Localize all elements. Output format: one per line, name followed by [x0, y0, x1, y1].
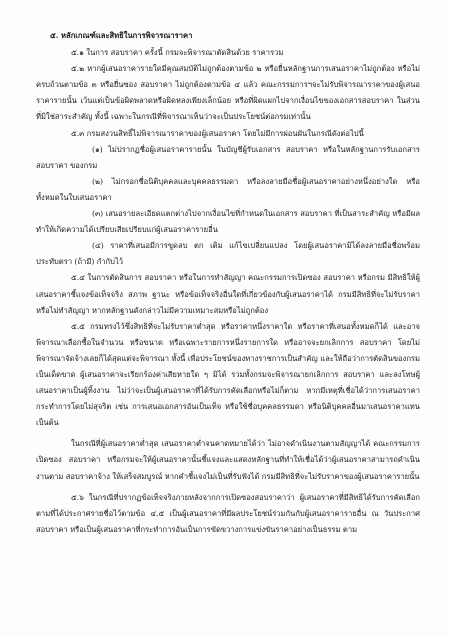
clause-5-6: ๕.๖ ในกรณีที่ปรากฏข้อเท็จจริงภายหลังจากการเปิดซองสอบราคาว่า ผู้เสนอราคาที่มีสิทธิได้รับการคัดเลือกตามที่ได้ประกาศรายชื่อไว้ตามข้อ ๔.๕ เป็นผู้เสนอราคาที่มีผลประโยชน์ร่วมกันกับผู้เสนอราคารายอื่น ณ วันประกาศ สอบราคา หรือเป็นผู้เสนอราคาที่กระทำการอันเป็นการขัดขวางการแข่งขันราคาอย่างเป็นธรรม ตาม	[36, 492, 420, 534]
clause-5-3-item-1: (๑) ไม่ปรากฏชื่อผู้เสนอราคารายนั้น ในบัญชีผู้รับเอกสาร สอบราคา หรือในหลักฐานการรับเอกสาร สอบราคา ของกรม	[36, 144, 420, 170]
clause-5-4: ๕.๔ ในการตัดสินการ สอบราคา หรือในการทำสัญญา คณะกรรมการเปิดซอง สอบราคา หรือกรม มีสิทธิให้ผู้เสนอราคาชี้แจงข้อเท็จจริง สภาพ ฐานะ หรือข้อเท็จจริงอื่นใดที่เกี่ยวข้องกับผู้เสนอราคาได้ กรมมีสิทธิที่จะไม่รับราคา หรือไม่ทำสัญญา หากหลักฐานดังกล่าวไม่มีความเหมาะสมหรือไม่ถูกต้อง	[36, 273, 420, 315]
section-title: ๕. หลักเกณฑ์และสิทธิในการพิจารณาราคา	[50, 31, 193, 40]
clause-5-5-continued: ในกรณีที่ผู้เสนอราคาต่ำสุด เสนอราคาต่ำจนคาดหมายได้ว่า ไม่อาจดำเนินงานตามสัญญาได้ คณะกรรมการเปิดซอง สอบราคา หรือกรมจะให้ผู้เสนอราคานั้นชี้แจงและแสดงหลักฐานที่ทำให้เชื่อได้ว่าผู้เสนอราคาสามารถดำเนินงานตาม สอบราคาจ้าง ให้เสร็จสมบูรณ์ หากคำชี้แจงไม่เป็นที่รับฟังได้ กรมมีสิทธิที่จะไม่รับราคาของผู้เสนอราคารายนั้น	[36, 439, 420, 481]
clause-5-3-item-4: (๔) ราคาที่เสนอมีการขูดลบ ตก เติม แก้ไขเปลี่ยนแปลง โดยผู้เสนอราคามิได้ลงลายมือชื่อพร้อมประทับตรา (ถ้ามี) กำกับไว้	[36, 241, 420, 267]
clause-5-3: ๕.๓ กรมสงวนสิทธิ์ไม่พิจารณาราคาของผู้เสนอราคา โดยไม่มีการผ่อนผันในกรณีดังต่อไปนี้	[71, 128, 364, 138]
clause-5-5: ๕.๕ กรมทรงไว้ซึ่งสิทธิที่จะไม่รับราคาต่ำสุด หรือราคาหนึ่งราคาใด หรือราคาที่เสนอทั้งหมดก็ได้ และอาจพิจารณาเลือกซื้อในจำนวน หรือขนาด หรือเฉพาะรายการหนึ่งรายการใด หรืออาจจะยกเลิกการ สอบราคา โดยไม่พิจารณาจัดจ้างเลยก็ได้สุดแต่จะพิจารณา ทั้งนี้ เพื่อประโยชน์ของทางราชการเป็นสำคัญ และให้ถือว่าการตัดสินของกรมเป็นเด็ดขาด ผู้เสนอราคาจะเรียกร้องค่าเสียหายใด ๆ มิได้ รวมทั้งกรมจะพิจารณายกเลิกการ สอบราคา และลงโทษผู้เสนอราคาเป็นผู้ทิ้งงาน ไม่ว่าจะเป็นผู้เสนอราคาที่ได้รับการคัดเลือกหรือไม่ก็ตาม หากมีเหตุที่เชื่อได้ว่าการเสนอราคากระทำการโดยไม่สุจริต เช่น การเสนอเอกสารอันเป็นเท็จ หรือใช้ชื่อบุคคลธรรมดา หรือนิติบุคคลอื่นมาเสนอราคาแทนเป็นต้น	[36, 321, 420, 428]
clause-5-3-item-2: (๒) ไม่กรอกชื่อนิติบุคคลและบุคคลธรรมดา หรือลงลายมือชื่อผู้เสนอราคาอย่างหนึ่งอย่างใด หรือทั้งหมดในใบเสนอราคา	[36, 176, 420, 202]
clause-5-2: ๕.๒ หากผู้เสนอราคารายใดมีคุณสมบัติไม่ถูกต้องตามข้อ ๒ หรือยื่นหลักฐานการเสนอราคาไม่ถูกต้อง หรือไม่ครบถ้วนตามข้อ ๓ หรือยื่นซอง สอบราคา ไม่ถูกต้องตามข้อ ๔ แล้ว คณะกรรมการฯจะไม่รับพิจารณาราคาของผู้เสนอราคารายนั้น เว้นแต่เป็นข้อผิดพลาดหรือผิดหลงเพียงเล็กน้อย หรือที่ผิดแผกไปจากเงื่อนไขของเอกสารสอบราคา ในส่วนที่มิใช่สาระสำคัญ ทั้งนี้ เฉพาะในกรณีที่พิจารณาเห็นว่าจะเป็นประโยชน์ต่อกรมเท่านั้น	[36, 64, 420, 122]
clause-5-3-item-3: (๓) เสนอรายละเอียดแตกต่างไปจากเงื่อนไขที่กำหนดในเอกสาร สอบราคา ที่เป็นสาระสำคัญ หรือมีผลทำให้เกิดความได้เปรียบเสียเปรียบแก่ผู้เสนอราคารายอื่น	[36, 209, 420, 235]
clause-5-1: ๕.๑ ในการ สอบราคา ครั้งนี้ กรมจะพิจารณาตัดสินด้วย ราคารวม	[71, 48, 284, 58]
